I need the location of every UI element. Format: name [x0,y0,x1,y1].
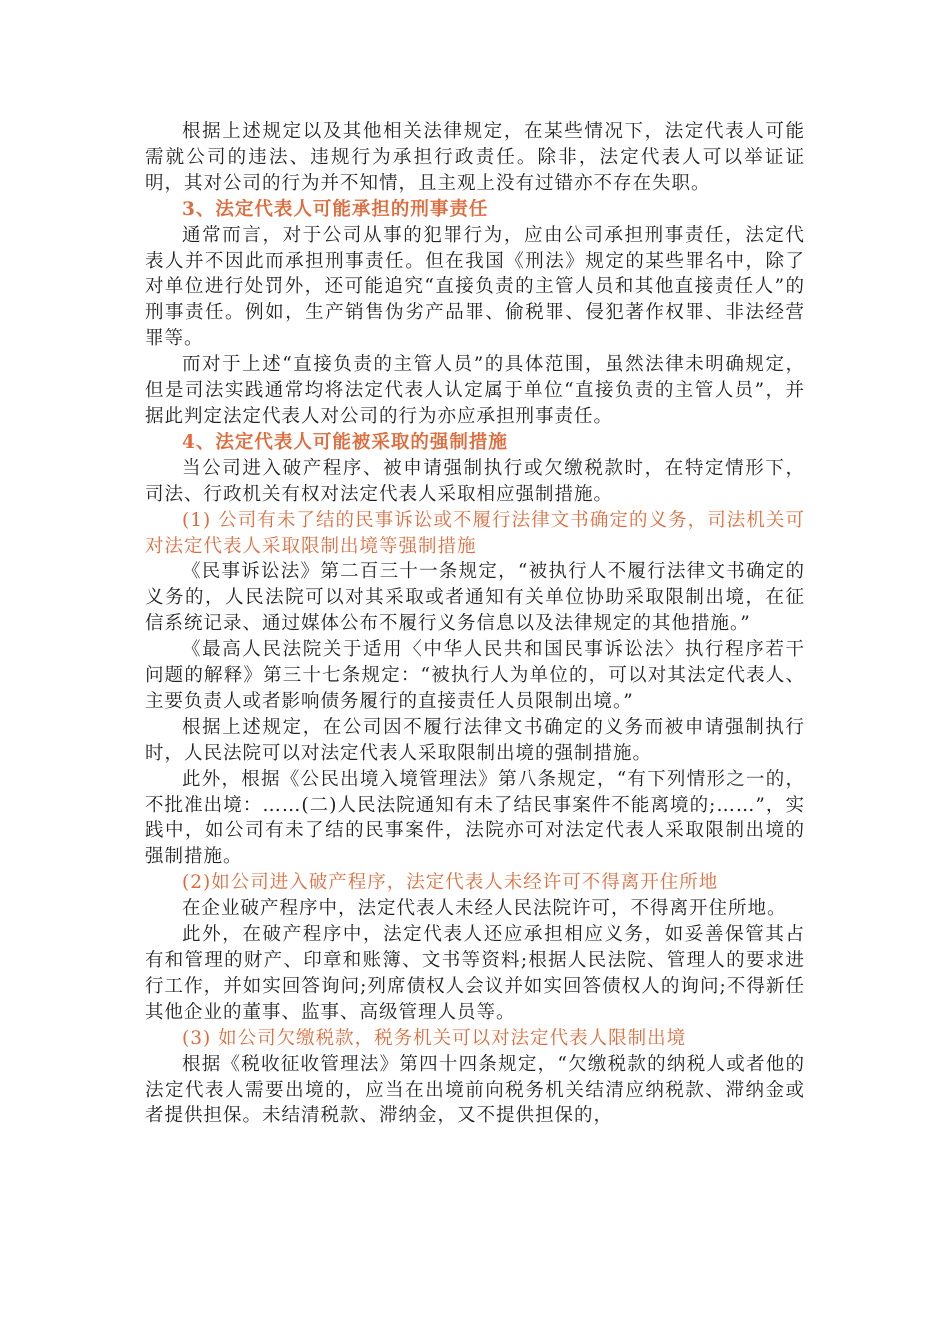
paragraph-criminal-liability: 通常而言，对于公司从事的犯罪行为，应由公司承担刑事责任，法定代表人并不因此而承担刑事责任。但在我国《刑法》规定的某些罪名中，除了对单位进行处罚外，还可能追究“直接负责的主管人员和其他直接责任人”的刑事责任。例如，生产销售伪劣产品罪、偷税罪、侵犯著作权罪、非法经营罪等。 [145,224,805,350]
heading-coercive-measures: 4、法定代表人可能被采取的强制措施 [182,431,508,453]
paragraph-exit-entry-law: 此外，根据《公民出境入境管理法》第八条规定，“有下列情形之一的，不批准出境：……(二)人民法院通知有未了结民事案件不能离境的;……”，实践中，如公司有未了结的民事案件，法院亦可对法定代表人采取限制出境的强制措施。 [145,768,805,868]
paragraph-tax-collection-law: 根据《税收征收管理法》第四十四条规定，“欠缴税款的纳税人或者他的法定代表人需要出境的，应当在出境前向税务机关结清应纳税款、滞纳金或者提供担保。未结清税款、滞纳金，又不提供担保的， [145,1053,805,1127]
paragraph-responsible-person-scope: 而对于上述“直接负责的主管人员”的具体范围，虽然法律未明确规定，但是司法实践通常均将法定代表人认定属于单位“直接负责的主管人员”，并据此判定法定代表人对公司的行为亦应承担刑事责任。 [145,354,805,427]
paragraph-supreme-court-interpretation: 《最高人民法院关于适用〈中华人民共和国民事诉讼法〉执行程序若干问题的解释》第三十七条规定：“被执行人为单位的，可以对其法定代表人、主要负责人或者影响债务履行的直接责任人员限制出境。” [145,639,805,712]
paragraph-bankruptcy-residence: 在企业破产程序中，法定代表人未经人民法院许可，不得离开住所地。 [182,898,787,920]
paragraph-bankruptcy-obligations: 此外，在破产程序中，法定代表人还应承担相应义务，如妥善保管其占有和管理的财产、印章和账簿、文书等资料;根据人民法院、管理人的要求进行工作，并如实回答询问;列席债权人会议并如实回答债权人的询问;不得新任其他企业的董事、监事、高级管理人员等。 [145,924,805,1023]
heading-criminal-liability: 3、法定代表人可能承担的刑事责任 [182,198,489,220]
paragraph-exit-restriction-summary: 根据上述规定，在公司因不履行法律文书确定的义务而被申请强制执行时，人民法院可以对法定代表人采取限制出境的强制措施。 [145,716,805,764]
paragraph-coercive-intro: 当公司进入破产程序、被申请强制执行或欠缴税款时，在特定情形下，司法、行政机关有权对法定代表人采取相应强制措施。 [145,457,805,505]
subheading-tax-arrears: (3) 如公司欠缴税款，税务机关可以对法定代表人限制出境 [182,1027,687,1049]
document-page [145,119,805,1129]
paragraph-admin-liability-conclusion: 根据上述规定以及其他相关法律规定，在某些情况下，法定代表人可能需就公司的违法、违规行为承担行政责任。除非，法定代表人可以举证证明，其对公司的行为并不知情，且主观上没有过错亦不存在失职。 [145,121,805,194]
subheading-civil-litigation: (1) 公司有未了结的民事诉讼或不履行法律文书确定的义务，司法机关可对法定代表人采取限制出境等强制措施 [145,509,805,557]
paragraph-civil-procedure-law: 《民事诉讼法》第二百三十一条规定，“被执行人不履行法律文书确定的义务的，人民法院可以对其采取或者通知有关单位协助采取限制出境，在征信系统记录、通过媒体公布不履行义务信息以及法律规定的其他措施。” [145,561,805,635]
subheading-bankruptcy: (2)如公司进入破产程序，法定代表人未经许可不得离开住所地 [182,872,719,894]
